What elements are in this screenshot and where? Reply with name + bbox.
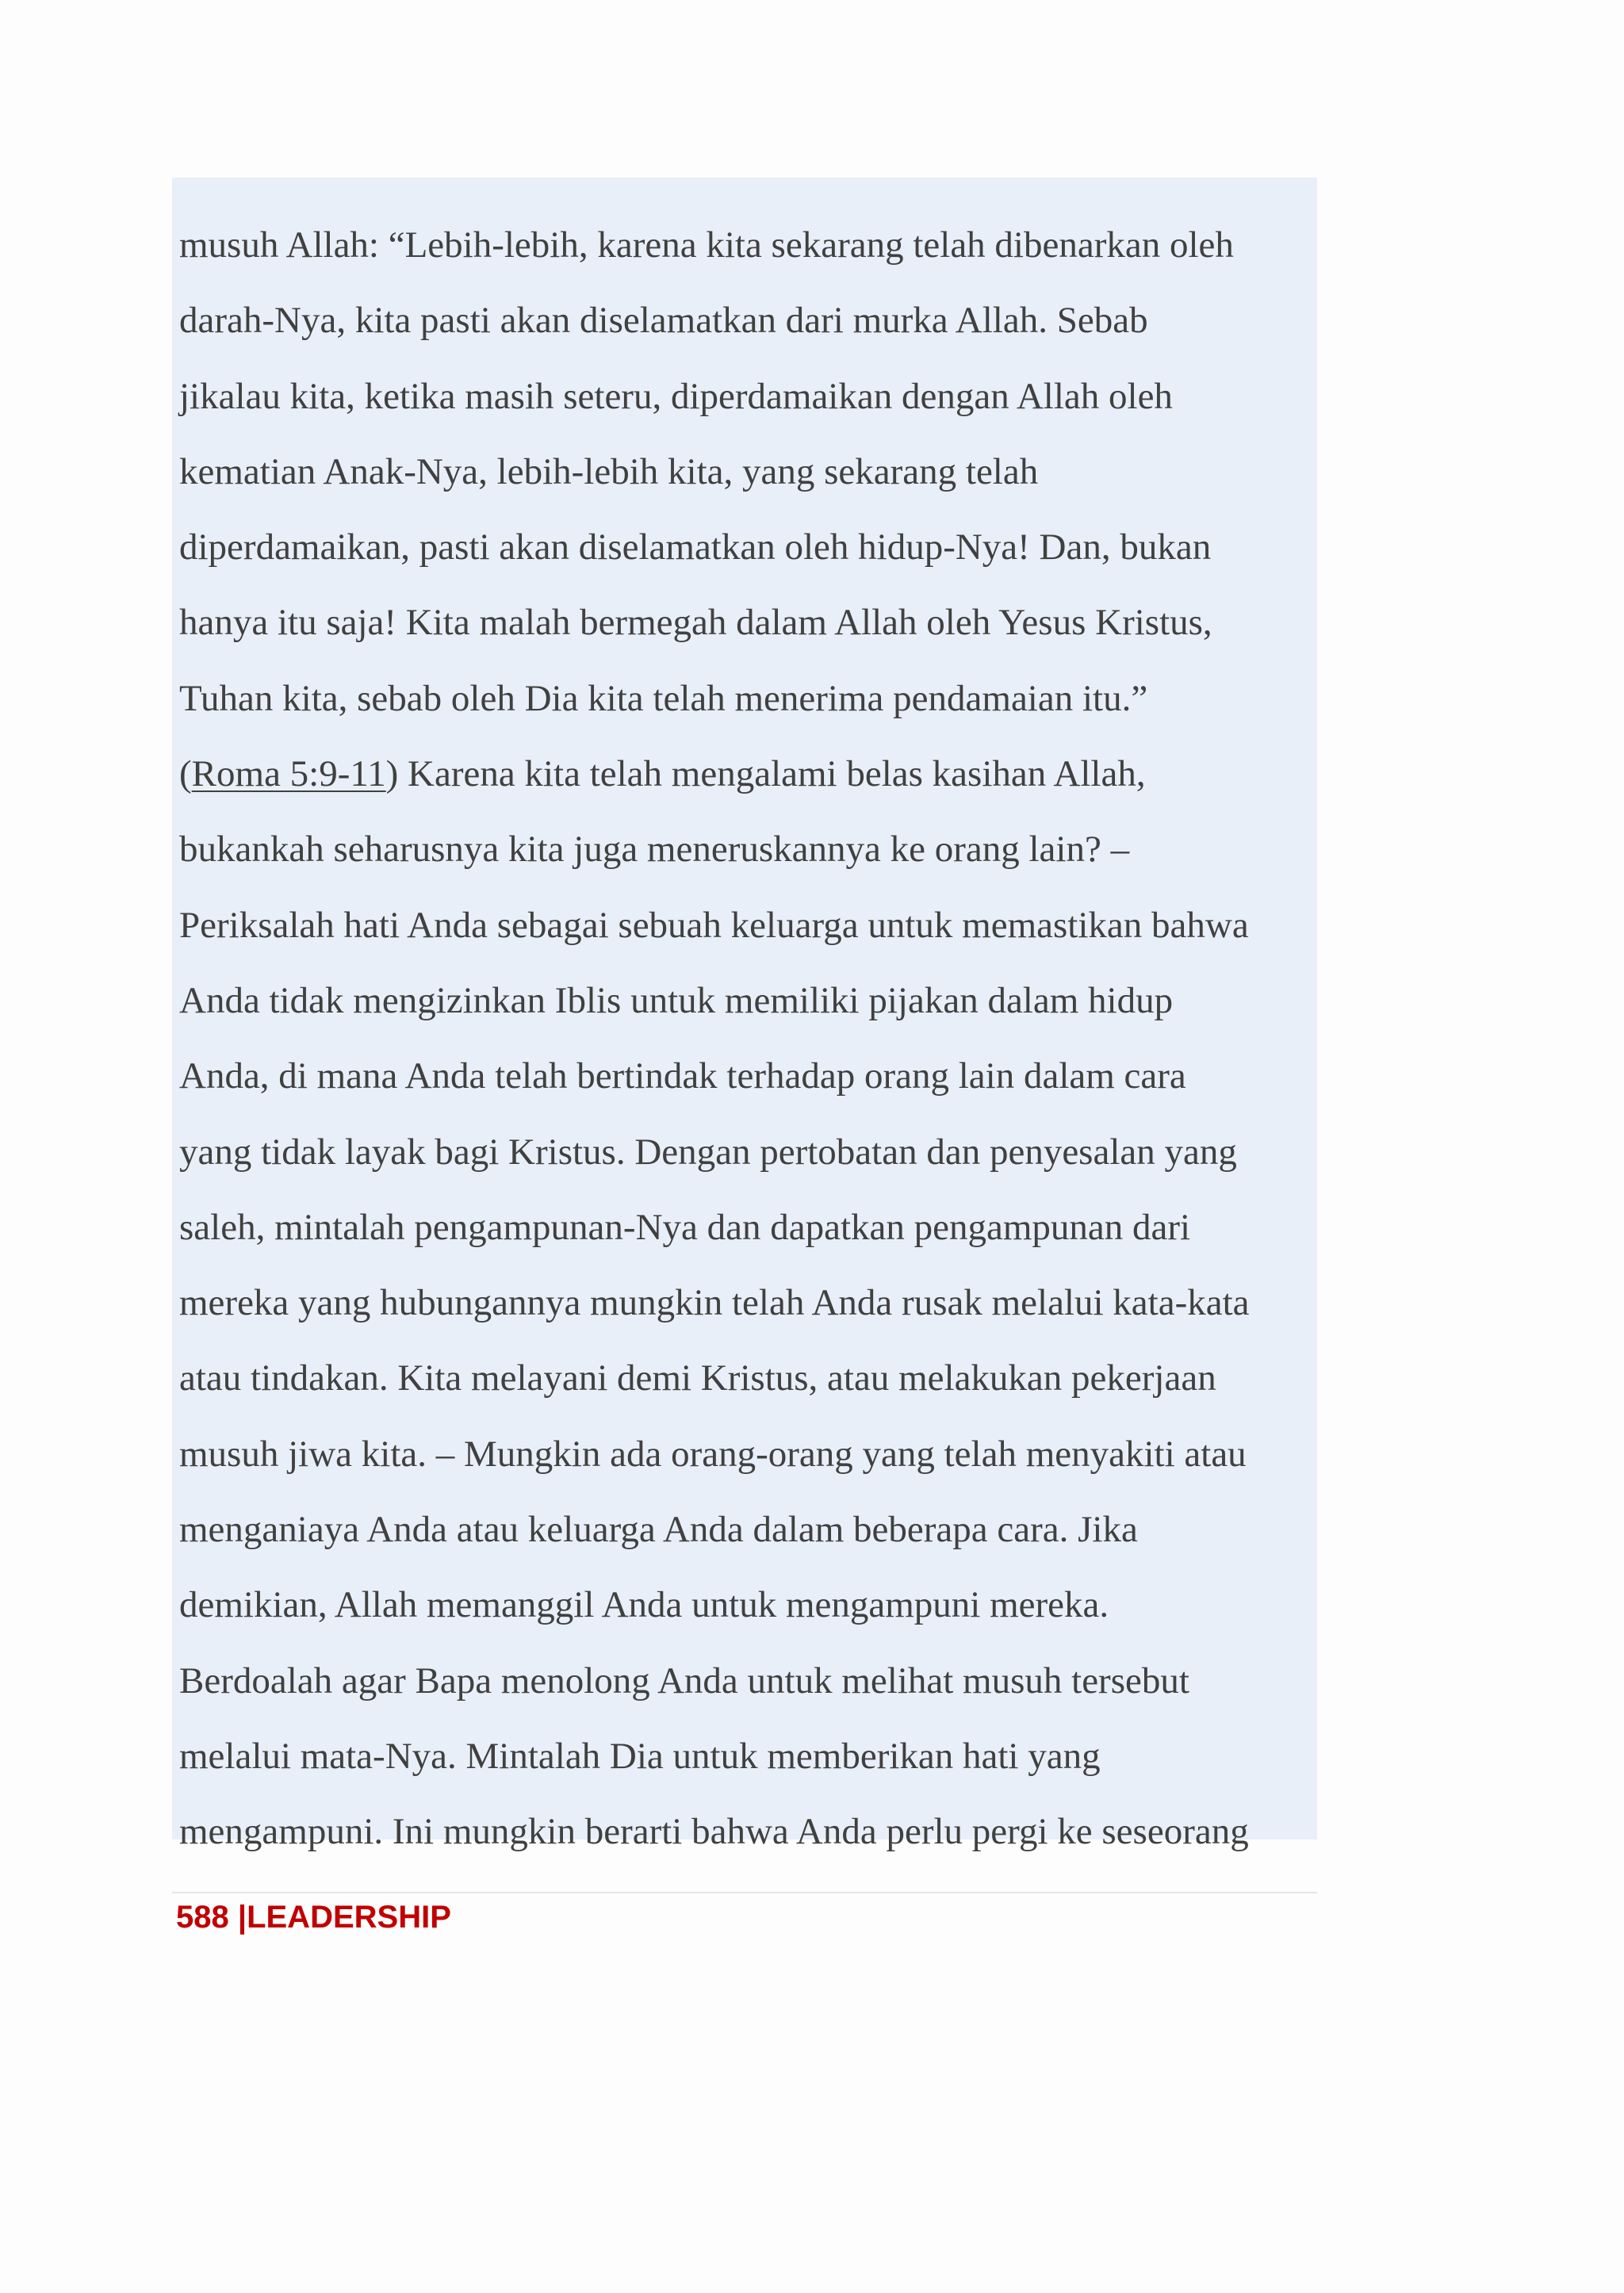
body-line-19: demikian, Allah memanggil Anda untuk mengampuni mereka. [179, 1584, 1109, 1626]
page-number: 588 [176, 1900, 229, 1935]
body-line-11: Anda tidak mengizinkan Iblis untuk memiliki pijakan dalam hidup [179, 979, 1174, 1021]
ref-line-rest: ) Karena kita telah mengalami belas kasihan Allah, [385, 753, 1146, 795]
body-line-10: Periksalah hati Anda sebagai sebuah keluarga untuk memastikan bahwa [179, 904, 1249, 946]
body-line-20: Berdoalah agar Bapa menolong Anda untuk melihat musuh tersebut [179, 1659, 1189, 1702]
body-line-21: melalui mata-Nya. Mintalah Dia untuk memberikan hati yang [179, 1735, 1101, 1777]
footer-section-title: LEADERSHIP [247, 1900, 451, 1935]
ref-open-paren: ( [179, 753, 192, 795]
body-line-2: darah-Nya, kita pasti akan diselamatkan dari murka Allah. Sebab [179, 300, 1148, 342]
body-line-5: diperdamaikan, pasti akan diselamatkan oleh hidup-Nya! Dan, bukan [179, 526, 1212, 568]
body-line-22: mengampuni. Ini mungkin berarti bahwa Anda perlu pergi ke seseorang [179, 1811, 1249, 1853]
footer-separator: | [228, 1900, 247, 1935]
body-line-reference [179, 737, 1317, 812]
highlighted-text-block [172, 178, 1317, 1853]
body-line-1: musuh Allah: “Lebih-lebih, karena kita sekarang telah dibenarkan oleh [179, 224, 1234, 266]
body-line-3: jikalau kita, ketika masih seteru, diperdamaikan dengan Allah oleh [179, 375, 1173, 417]
body-line-17: musuh jiwa kita. – Mungkin ada orang-orang yang telah menyakiti atau [179, 1433, 1247, 1475]
body-line-7: Tuhan kita, sebab oleh Dia kita telah menerima pendamaian itu.” [179, 677, 1148, 719]
body-line-13: yang tidak layak bagi Kristus. Dengan pertobatan dan penyesalan yang [179, 1131, 1237, 1173]
body-line-4: kematian Anak-Nya, lebih-lebih kita, yang sekarang telah [179, 450, 1039, 492]
body-line-14: saleh, mintalah pengampunan-Nya dan dapatkan pengampunan dari [179, 1206, 1191, 1248]
body-line-9: bukankah seharusnya kita juga meneruskannya ke orang lain? – [179, 829, 1130, 871]
body-line-15: mereka yang hubungannya mungkin telah Anda rusak melalui kata-kata [179, 1282, 1250, 1324]
page-footer [176, 1900, 451, 1935]
body-line-12: Anda, di mana Anda telah bertindak terhadap orang lain dalam cara [179, 1055, 1186, 1097]
scripture-reference-link[interactable]: Roma 5:9-11 [191, 753, 386, 795]
body-line-18: menganiaya Anda atau keluarga Anda dalam beberapa cara. Jika [179, 1509, 1138, 1551]
body-line-16: atau tindakan. Kita melayani demi Kristus, atau melakukan pekerjaan [179, 1357, 1216, 1399]
body-line-6: hanya itu saja! Kita malah bermegah dalam Allah oleh Yesus Kristus, [179, 602, 1212, 644]
footer-divider [172, 1892, 1317, 1893]
